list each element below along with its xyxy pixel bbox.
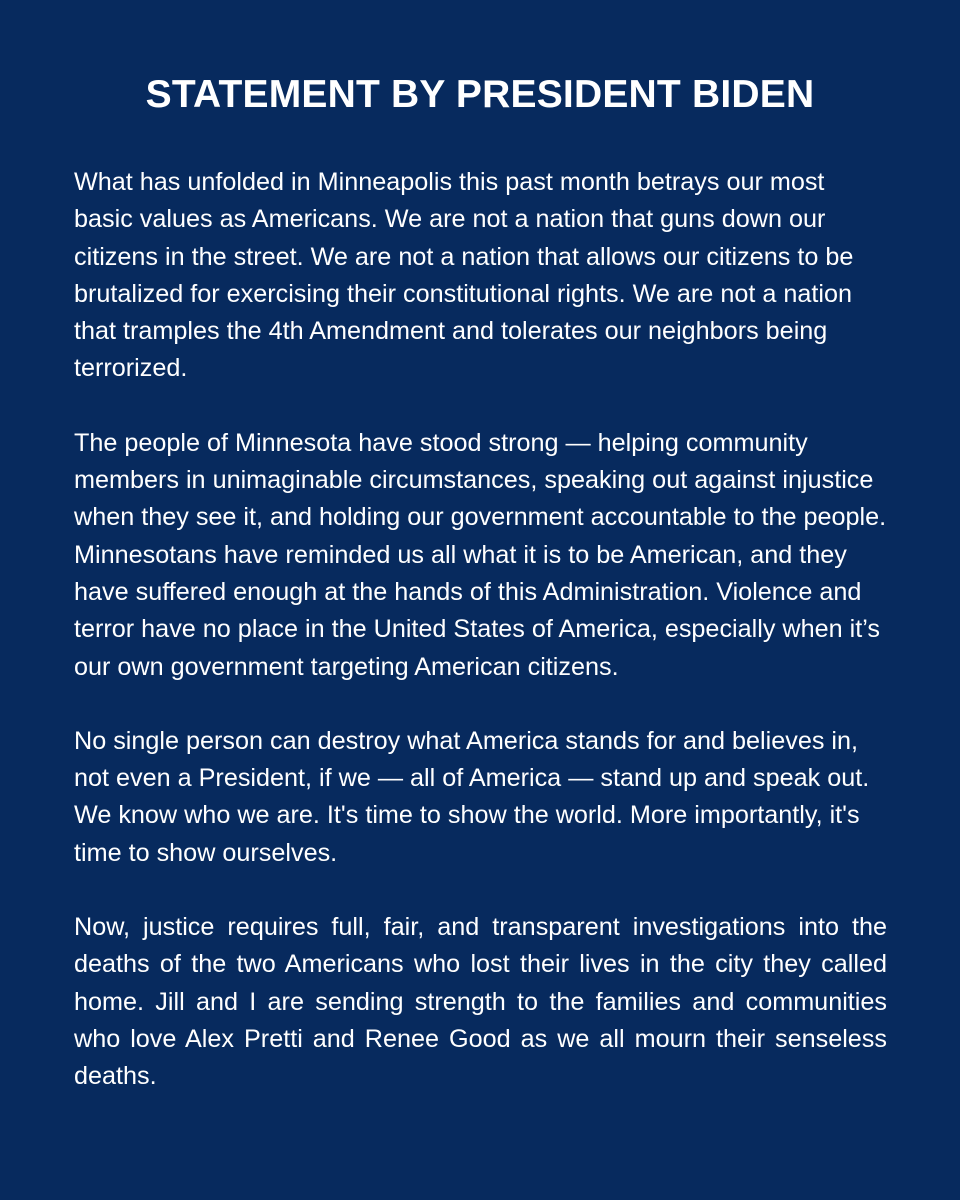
statement-paragraph-4: Now, justice requires full, fair, and transparent investigations into the deaths of the two Americans who lost their lives in the city they called home. Jill and I are sending strength to the families and communities who love Alex Pretti and Renee Good as we all mourn their senseless deaths. (74, 913, 887, 1091)
statement-paragraph-3: No single person can destroy what America stands for and believes in, not even a President, if we — all of America — stand up and speak out. We know who we are. It's time to show the world. More importantly, it's time to show ourselves. (74, 726, 870, 867)
statement-paragraph-1: What has unfolded in Minneapolis this past month betrays our most basic values as Americans. We are not a nation that guns down our citizens in the street. We are not a nation that allows our citizens to be brutalized for exercising their constitutional rights. We are not a nation that tramples the 4th Amendment and tolerates our neighbors being terrorized. (74, 168, 854, 383)
statement-body (74, 164, 887, 1133)
statement-title: STATEMENT BY PRESIDENT BIDEN (145, 73, 815, 116)
statement-paragraph-2: The people of Minnesota have stood strong — helping community members in unimaginable circumstances, speaking out against injustice when they see it, and holding our government accountable to the people. Minnesotans have reminded us all what it is to be American, and they have suffered enough at the hands of this Administration. Violence and terror have no place in the United States of America, especially when it’s our own government targeting American citizens. (74, 428, 887, 681)
